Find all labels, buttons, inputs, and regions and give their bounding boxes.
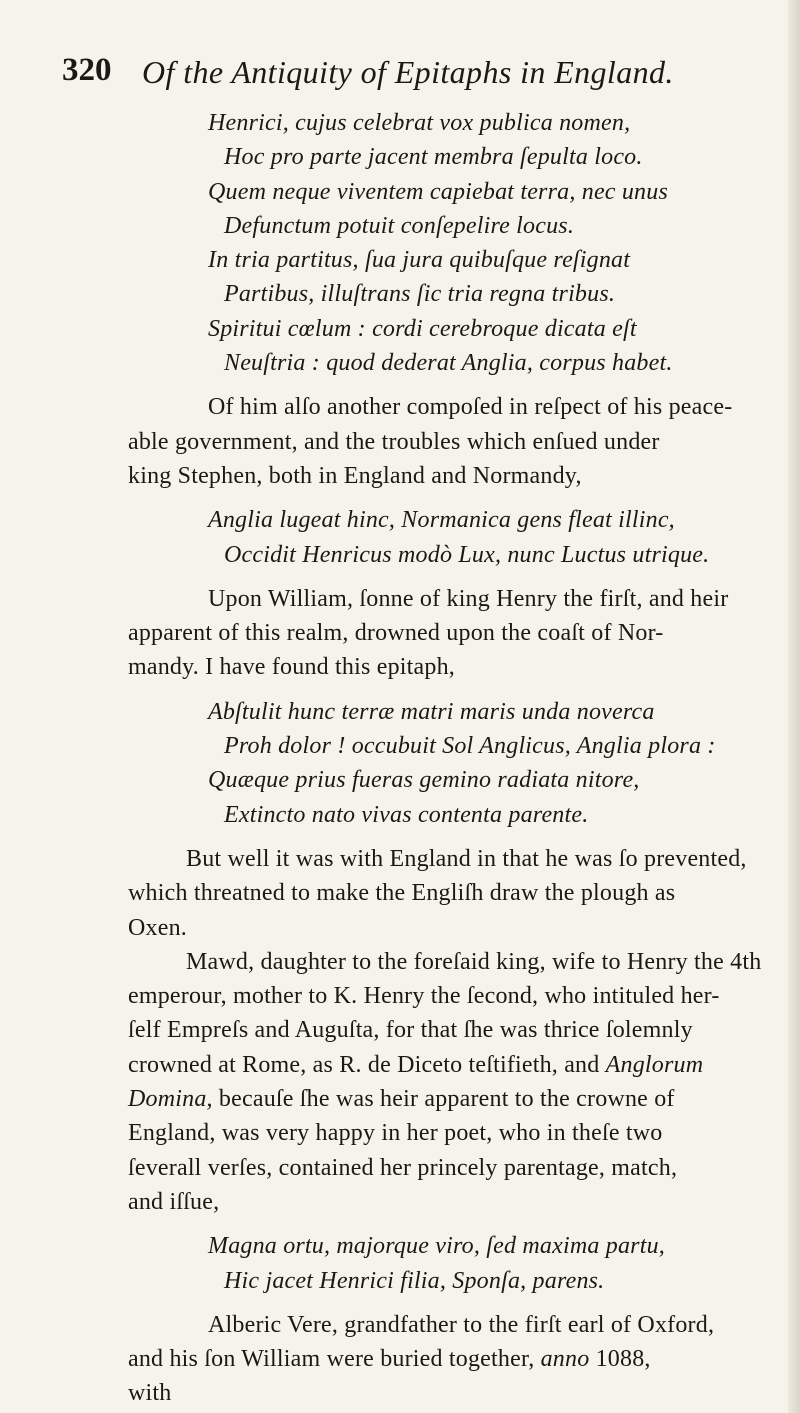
prose-line: Domina, becauſe ſhe was heir apparent to the crowne of xyxy=(128,1086,675,1113)
prose-line: England, was very happy in her poet, who in theſe two xyxy=(128,1120,663,1147)
page-edge xyxy=(788,0,800,1413)
prose-line: Alberic Vere, grandfather to the firſt earl of Oxford, xyxy=(208,1311,715,1338)
verse-line: Abſtulit hunc terræ matri maris unda noverca xyxy=(208,698,655,725)
verse-line: Neuſtria : quod dederat Anglia, corpus habet. xyxy=(224,350,673,377)
verse-line: Occidit Henricus modò Lux, nunc Luctus utrique. xyxy=(224,541,710,568)
verse-line: Partibus, illuſtrans ſic tria regna tribus. xyxy=(224,281,616,308)
verse-line: Defunctum potuit conſepelire locus. xyxy=(224,212,575,239)
running-title: Of the Antiquity of Epitaphs in England. xyxy=(142,54,674,90)
verse-line: Hic jacet Henrici filia, Sponſa, parens. xyxy=(224,1267,605,1294)
verse-line: Magna ortu, majorque viro, ſed maxima partu, xyxy=(208,1233,665,1260)
prose-line: Upon William, ſonne of king Henry the firſt, and heir xyxy=(208,585,729,612)
prose-line: Oxen. xyxy=(128,914,187,941)
prose-line: ſelf Empreſs and Auguſta, for that ſhe was thrice ſolemnly xyxy=(128,1017,693,1044)
prose-line: mandy. I have found this epitaph, xyxy=(128,654,455,681)
block-gap xyxy=(128,685,778,695)
verse-line: Spiritui cœlum : cordi cerebroque dicata eſt xyxy=(208,315,637,342)
block-gap xyxy=(128,572,778,582)
block-gap xyxy=(128,493,778,503)
page-header xyxy=(62,52,762,102)
block-gap xyxy=(128,832,778,842)
prose-line: with xyxy=(128,1380,172,1407)
verse-line: Proh dolor ! occubuit Sol Anglicus, Anglia plora : xyxy=(224,733,716,760)
verse-line: Quem neque viventem capiebat terra, nec unus xyxy=(208,178,668,205)
block-gap xyxy=(128,1298,778,1308)
prose-line: Mawd, daughter to the foreſaid king, wife to Henry the 4th xyxy=(186,948,762,975)
verse-line: In tria partitus, ſua jura quibuſque reſignat xyxy=(208,247,631,274)
prose-line: king Stephen, both in England and Normandy, xyxy=(128,462,582,489)
verse-line: Anglia lugeat hinc, Normanica gens fleat illinc, xyxy=(208,507,675,534)
verse-line: Quæque prius fueras gemino radiata nitore, xyxy=(208,767,640,794)
prose-line: crowned at Rome, as R. de Diceto teſtifieth, and Anglorum xyxy=(128,1051,704,1078)
prose-line: ſeverall verſes, contained her princely parentage, match, xyxy=(128,1154,678,1181)
prose-line: emperour, mother to K. Henry the ſecond, who intituled her- xyxy=(128,983,720,1010)
block-gap xyxy=(128,1219,778,1229)
prose-line: which threatned to make the Engliſh draw the plough as xyxy=(128,880,676,907)
prose-line: and iſſue, xyxy=(128,1188,220,1215)
prose-line: and his ſon William were buried together, anno 1088, xyxy=(128,1346,651,1373)
prose-line: able government, and the troubles which enſued under xyxy=(128,428,660,455)
body-text xyxy=(128,106,778,1411)
verse-line: Extincto nato vivas contenta parente. xyxy=(224,801,589,828)
prose-line: Of him alſo another compoſed in reſpect of his peace- xyxy=(208,394,733,421)
verse-line: Henrici, cujus celebrat vox publica nomen, xyxy=(208,110,631,136)
block-gap xyxy=(128,380,778,390)
prose-line: But well it was with England in that he was ſo prevented, xyxy=(186,845,747,872)
verse-line: Hoc pro parte jacent membra ſepulta loco. xyxy=(224,144,643,171)
page-number: 320 xyxy=(62,52,112,88)
prose-line: apparent of this realm, drowned upon the coaſt of Nor- xyxy=(128,620,664,647)
